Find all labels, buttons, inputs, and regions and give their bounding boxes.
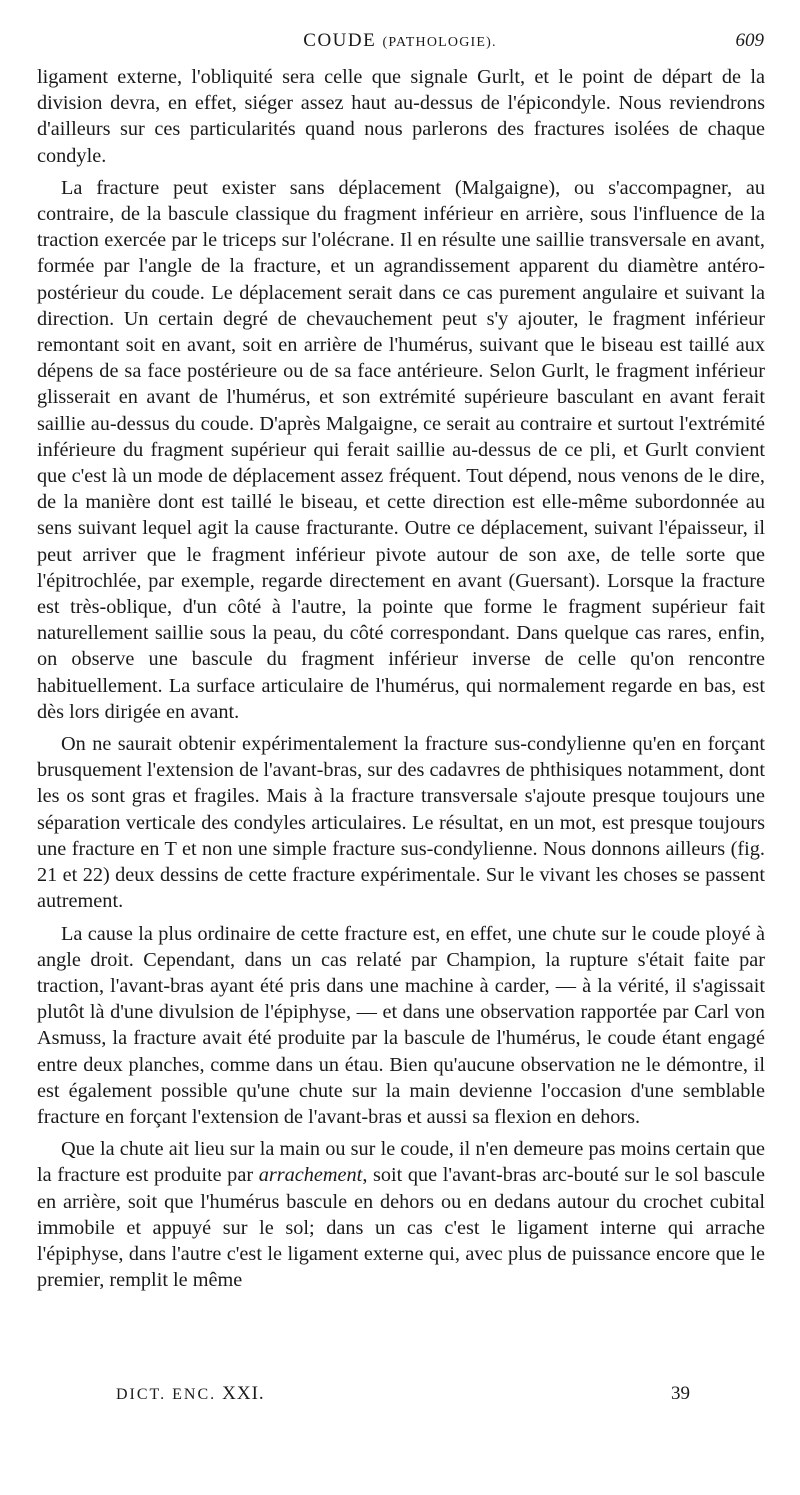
volume-number: XXI. [222,1383,265,1404]
paragraph-displacement: La fracture peut exister sans déplacement (Malgaigne), ou s'accompagner, au contraire, de la bascule classique du fragment inférieur en arrière, sous l'influence de la traction exercée par le triceps sur l'olécrane. Il en résulte une saillie transversale en avant, formée par l'angle de la fracture, et un agrandissement apparent du diamètre antéro-postérieur du coude. Le déplacement serait dans ce cas purement angulaire et suivant la direction. Un certain degré de chevauchement peut s'y ajouter, le fragment inférieur remontant soit en avant, soit en arrière de l'humérus, suivant que le biseau est taillé aux dépens de sa face postérieure ou de sa face antérieure. Selon Gurlt, le fragment inférieur glisserait en avant de l'humérus, et son extrémité supérieure basculant en avant ferait saillie au-dessus du coude. D'après Malgaigne, ce serait au contraire et surtout l'extrémité inférieure du fragment supérieur qui ferait saillie au-dessus de ce pli, et Gurlt convient que c'est là un mode de déplacement assez fréquent. Tout dépend, nous venons de le dire, de la manière dont est taillé le biseau, et cette direction est elle-même subordonnée au sens suivant lequel agit la cause fracturante. Outre ce déplacement, suivant l'épaisseur, il peut arriver que le fragment inférieur pivote autour de son axe, de telle sorte que l'épitrochlée, par exemple, regarde directement en avant (Guersant). Lorsque la fracture est très-oblique, d'un côté à l'autre, la pointe que forme le fragment supérieur fait naturellement saillie sous la peau, du côté correspondant. Dans quelque cas rares, enfin, on observe une bascule du fragment inférieur inverse de celle qu'on rencontre habituellement. La surface articulaire de l'humérus, qui normalement regarde en bas, est dès lors dirigée en avant. [37,176,765,723]
sheet-number: 39 [671,1383,690,1404]
running-title [36,30,764,52]
paragraph-experimental: On ne saurait obtenir expérimentalement la fracture sus-condylienne qu'en en forçant brusquement l'extension de l'avant-bras, sur des cadavres de phthisiques notamment, dont les os sont gras et fragiles. Mais à la fracture transversale s'ajoute presque toujours une séparation verticale des condyles articulaires. Le résultat, en un mot, est presque toujours une fracture en T et non une simple fracture sus-condylienne. Nous donnons ailleurs (fig. 21 et 22) deux dessins de cette fracture expérimentale. Sur le vivant les choses se passent autrement. [37,733,765,913]
mechanism-text-end: , soit que l'avant-bras arc-bouté sur le sol bascule en arrière, soit que l'humérus bascule en dehors ou en dedans autour du crochet cubital immobile et appuyé sur le sol; dans un cas c'est le ligament interne qui arrache l'épiphyse, dans l'autre c'est le ligament externe qui, avec plus de puissance encore que le premier, remplit le même [37,1164,765,1292]
running-title-main: COUDE [303,30,377,51]
printer-signature [116,1383,265,1404]
paragraph-continued: ligament externe, l'obliquité sera celle que signale Gurlt, et le point de départ de la division devra, en effet, siéger assez haut au-dessus de l'épicondyle. Nous reviendrons d'ailleurs sur ces particularités quand nous parlerons des fractures isolées de chaque condyle. [37,66,765,167]
mechanism-text-start: Que la chute ait lieu sur la main ou sur le coude, il n'en demeure pas moins certain que la fracture est produite par [37,1138,765,1187]
running-header [36,30,764,56]
page-footer [116,1383,690,1405]
emphasis-arrachement: arrachement [258,1164,363,1187]
paragraph-mechanism [37,1136,765,1293]
page-number: 609 [735,30,764,51]
body-text [37,64,765,1293]
paragraph-cause: La cause la plus ordinaire de cette fracture est, en effet, une chute sur le coude ployé à angle droit. Cependant, dans un cas relaté par Champion, la rupture s'était faite par traction, l'avant-bras ayant été pris dans une machine à carder, — à la vérité, il s'agissait plutôt là d'une divulsion de l'épiphyse, — et dans une observation rapportée par Carl von Asmuss, la fracture avait été produite par la bascule de l'humérus, le coude étant engagé entre deux planches, comme dans un étau. Bien qu'aucune observation ne le démontre, il est également possible qu'une chute sur la main devienne l'occasion d'une semblable fracture en forçant l'extension de l'avant-bras et aussi sa flexion en dehors. [37,922,765,1128]
signature-text: DICT. ENC. [116,1386,217,1403]
running-title-subtitle: (PATHOLOGIE). [382,35,497,50]
